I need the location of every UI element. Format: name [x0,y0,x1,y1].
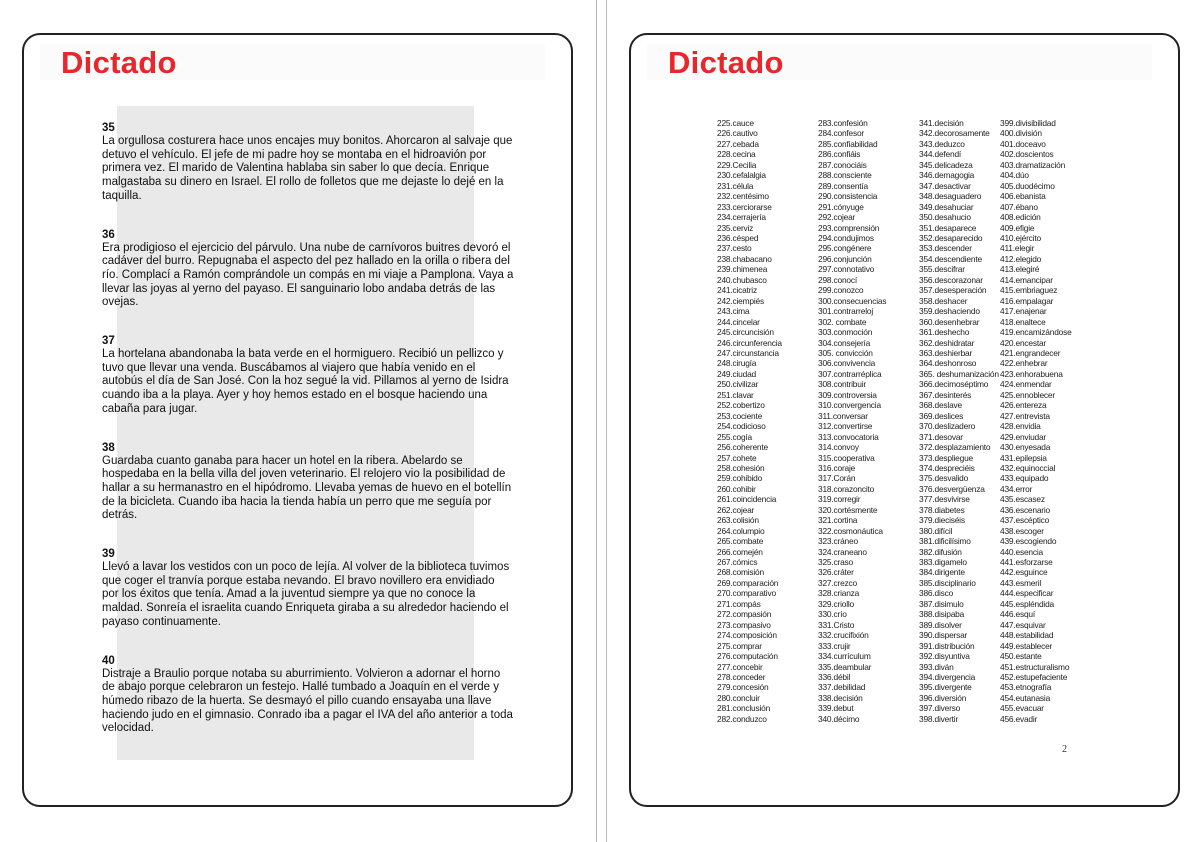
word-item: 385.disciplinario [919,577,976,588]
word-item: 377.desvivirse [919,494,970,505]
word-item: 306.convivencia [818,358,876,369]
word-item: 329.criollo [818,598,854,609]
word-item: 298.conocí [818,274,857,285]
dictation-text: Llevó a lavar los vestidos con un poco de lejía. Al volver de la biblioteca tuvimos que coger el tranvía porque estaba nevando. El bravo novillero era envidiado por los éxitos que tenía. Amad a la juventud siempre ya que no conoce la maldad. Sonreía el israelita cuando Enriqueta giraba a su alrededor haciendo el payaso continuamente. [102,561,510,628]
word-item: 430.enyesada [1000,442,1051,453]
word-item: 283.confesión [818,118,868,128]
word-item: 437.escéptico [1000,515,1050,526]
word-item: 446.esquí [1000,609,1035,620]
word-item: 307.contrarréplica [818,368,882,379]
word-item: 436.escenario [1000,504,1051,515]
word-item: 350.desahucio [919,212,971,223]
word-item: 370.deslizadero [919,421,976,432]
word-item: 353.descender [919,243,972,254]
word-item: 348.desaguadero [919,191,982,202]
word-item: 382.difusión [919,546,962,557]
word-item: 318.corazoncito [818,483,875,494]
word-item: 387.disimulo [919,598,964,609]
word-item: 427.entrevista [1000,410,1050,421]
dictation-text: La hortelana abandonaba la bata verde en el hormiguero. Recibió un pellizco y tuvo que llevar una venda. Buscábamos al viajero que había venido en el autobús el día de San José. Con la hoz segué la vid. Pillamos al yerno de Isidra cuando iba a la playa. Ayer y hoy hemos estado en el bosque haciendo una cabaña para jugar. [102,348,509,415]
word-item: 453.etnografía [1000,682,1052,693]
word-column [1000,118,1072,724]
word-item: 305. convicción [818,347,873,358]
word-item: 367.desinterés [919,389,972,400]
word-item: 397.diverso [919,703,961,714]
word-item: 252.cobertizo [717,400,765,411]
word-item: 242.ciempiés [717,295,764,306]
word-item: 355.descifrar [919,264,965,275]
word-item: 448.estabilidad [1000,630,1054,641]
page-title: Dictado [61,45,177,80]
word-item: 418.enaltece [1000,316,1046,327]
dictation-list [102,121,514,760]
word-item: 280.concluir [717,692,760,703]
word-item: 432.equinoccial [1000,462,1056,473]
word-item: 403.dramatización [1000,159,1066,170]
word-item: 295.congénere [818,243,872,254]
word-item: 304.consejería [818,337,871,348]
word-item: 404.dúo [1000,170,1029,181]
word-item: 386.disco [919,588,954,599]
word-item: 326.cráter [818,567,854,578]
word-item: 330.crío [818,609,847,620]
word-item: 454.eutanasia [1000,692,1051,703]
word-item: 254.codicioso [717,421,766,432]
word-item: 321.cortina [818,515,858,526]
word-item: 359.deshaciendo [919,306,980,317]
word-item: 230.cefalalgia [717,170,766,181]
word-item: 443.esmeril [1000,577,1042,588]
word-item: 416.empalagar [1000,295,1054,306]
word-item: 336.débil [818,672,851,683]
word-item: 401.doceavo [1000,138,1046,149]
word-item: 354.descendiente [919,253,982,264]
word-item: 300.consecuencias [818,295,887,306]
word-item: 406.ebanista [1000,191,1046,202]
word-item: 415.embriaguez [1000,285,1058,296]
word-item: 373.despliegue [919,452,974,463]
word-item: 314.convoy [818,442,859,453]
dictation-text: Distraje a Braulio porque notaba su aburrimiento. Volvieron a adornar el horno de abajo porque celebraron un festejo. Hallé tumbado a Joaquín en el verde y húmedo ribazo de la huerta. Se desmayó el pillo cuando ensayaba una llave haciendo judo en el gimnasio. Conrado iba a pagar el IVA del año anterior a toda velocidad. [102,667,513,735]
word-item: 313.convocatoria [818,431,879,442]
dictation-text: La orgullosa costurera hace unos encajes muy bonitos. Ahorcaron al salvaje que detuvo el vehículo. El jefe de mi padre hoy se montaba en el hidroavión por primera vez. El marido de Valentina hablaba sin saber lo que decía. Enrique malgastaba su dinero en Israel. El rollo de folletos que me dejaste lo dejé en la taquilla. [102,135,513,202]
dictation-text: Era prodigioso el ejercicio del párvulo. Una nube de carnívoros buitres devoró el cadáver del burro. Repugnaba el aspecto del pez hallado en la orilla o ribera del río. Complací a Ramón comprándole un compás en mi viaje a Pamplona. Vaya a llevar las joyas al yerno del payaso. El sanguinario lobo andaba detrás de las ovejas. [102,241,514,309]
page-title: Dictado [668,45,784,80]
dictation-number: 35 [102,122,115,134]
word-item: 340.décimo [818,713,860,724]
word-item: 396.diversión [919,692,967,703]
word-item: 391.distribución [919,640,975,651]
word-item: 325.craso [818,557,853,568]
word-item: 381.dificilísimo [919,536,971,547]
word-item: 229.Cecilia [717,159,757,170]
word-item: 296.conjunción [818,253,872,264]
word-item: 311.conversar [818,410,868,421]
dictation-number: 36 [102,228,115,241]
word-item: 445.espléndida [1000,598,1055,609]
word-item: 429.enviudar [1000,431,1047,442]
word-item: 438.escoger [1000,525,1044,536]
word-item: 320.cortésmente [818,504,878,515]
word-item: 372.desplazamiento [919,442,991,453]
word-item: 248.cirugía [717,358,757,369]
word-item: 237.cesto [717,243,752,254]
word-item: 428.envidia [1000,421,1041,432]
word-item: 444.especificar [1000,588,1054,599]
word-item: 286.confiáis [818,149,861,160]
word-item: 433.equipado [1000,473,1049,484]
word-item: 337.debilidad [818,682,866,693]
word-column [919,118,999,724]
word-item: 282.conduzco [717,713,767,724]
word-item: 393.diván [919,661,954,672]
word-item: 241.cicatriz [717,285,757,296]
word-item: 376.desvergüenza [919,483,985,494]
word-item: 334.currículum [818,651,871,662]
word-item: 225.cauce [717,118,754,128]
word-item: 338.decisión [818,692,863,703]
dictation-block [102,228,514,311]
word-item: 422.enhebrar [1000,358,1048,369]
word-item: 344.defendí [919,149,962,160]
word-item: 384.dirigente [919,567,965,578]
word-item: 357.desesperación [919,285,987,296]
word-item: 360.desenhebrar [919,316,980,327]
word-item: 388.disipaba [919,609,965,620]
word-item: 407.ébano [1000,201,1038,212]
word-item: 258.cohesión [717,462,765,473]
word-item: 358.deshacer [919,295,968,306]
word-item: 269.comparación [717,577,779,588]
word-item: 310.convergencia [818,400,881,411]
word-item: 259.cohibido [717,473,763,484]
word-item: 341.decisión [919,118,964,128]
word-item: 238.chabacano [717,253,772,264]
word-item: 449.establecer [1000,640,1053,651]
dictation-number: 40 [102,654,115,667]
dictation-block [102,654,514,737]
word-item: 450.estante [1000,651,1042,662]
word-item: 408.edición [1000,212,1041,223]
word-item: 426.entereza [1000,400,1047,411]
word-item: 271.compás [717,598,761,609]
word-item: 343.deduzco [919,138,965,149]
word-item: 456.evadir [1000,713,1038,724]
word-item: 275.comprar [717,640,762,651]
word-item: 431.epilepsia [1000,452,1047,463]
word-item: 324.craneano [818,546,867,557]
word-item: 363.deshierbar [919,347,973,358]
word-item: 455.evacuar [1000,703,1044,714]
word-item: 323.cráneo [818,536,858,547]
word-item: 235.cerviz [717,222,754,233]
word-item: 287.conociáis [818,159,867,170]
word-item: 278.conceder [717,672,766,683]
word-item: 410.ejército [1000,232,1041,243]
word-item: 316.coraje [818,462,856,473]
dictation-block [102,547,514,630]
word-item: 412.elegido [1000,253,1042,264]
word-item: 308.contribuir [818,379,866,390]
word-column [818,118,886,724]
word-item: 239.chimenea [717,264,768,275]
word-item: 277.concebir [717,661,763,672]
word-item: 328.crianza [818,588,860,599]
word-item: 421.engrandecer [1000,347,1061,358]
word-item: 409.efigie [1000,222,1035,233]
word-item: 442.esguince [1000,567,1048,578]
dictation-block [102,441,514,524]
word-item: 374.despreciéis [919,462,975,473]
word-item: 303.conmoción [818,327,873,338]
word-item: 291.cónyuge [818,201,864,212]
word-item: 439.escogiendo [1000,536,1057,547]
word-item: 332.crucifixión [818,630,869,641]
dictation-block [102,334,514,417]
word-item: 368.deslave [919,400,962,411]
word-item: 297.connotativo [818,264,875,275]
word-item: 365. deshumanización [919,368,999,379]
word-item: 346.demagogia [919,170,975,181]
word-item: 441.esforzarse [1000,557,1053,568]
word-item: 451.estructuralismo [1000,661,1070,672]
word-item: 267.cómics [717,557,758,568]
word-item: 285.confiabilidad [818,138,878,149]
word-item: 375.desvalido [919,473,969,484]
word-item: 423.enhorabuena [1000,368,1063,379]
word-item: 371.desovar [919,431,963,442]
word-item: 390.dispersar [919,630,968,641]
dictation-number: 39 [102,548,115,561]
right-page [606,0,1202,842]
word-item: 279.concesión [717,682,769,693]
word-item: 369.deslices [919,410,964,421]
word-item: 302. combate [818,316,867,327]
word-item: 276.computación [717,651,778,662]
word-item: 420.encestar [1000,337,1047,348]
word-item: 232.centésimo [717,191,769,202]
word-item: 261.coincidencia [717,494,777,505]
word-item: 394.divergencia [919,672,976,683]
word-item: 255.cogía [717,431,752,442]
word-item: 434.error [1000,483,1033,494]
word-item: 227.cebada [717,138,759,149]
word-item: 234.cerrajería [717,212,766,223]
dictation-number: 37 [102,335,115,348]
word-item: 270.comparativo [717,588,776,599]
word-item: 349.desahuciar [919,201,974,212]
word-item: 312.convertirse [818,421,873,432]
word-item: 322.cosmonáutica [818,525,883,536]
word-item: 383.digamelo [919,557,967,568]
word-item: 335.deambular [818,661,872,672]
word-item: 266.comején [717,546,763,557]
word-item: 342.decorosamente [919,128,990,139]
page-number: 2 [1062,744,1067,755]
word-item: 362.deshidratar [919,337,975,348]
word-item: 327.crezco [818,577,857,588]
word-item: 246.circunferencia [717,337,782,348]
word-item: 256.coherente [717,442,768,453]
word-item: 274.composición [717,630,777,641]
word-column [717,118,782,724]
page-gutter [597,0,606,842]
word-item: 392.disyuntiva [919,651,970,662]
word-item: 281.conclusión [717,703,771,714]
word-item: 260.cohibir [717,483,756,494]
word-item: 299.conozco [818,285,864,296]
word-item: 236.césped [717,232,759,243]
word-item: 264.columpio [717,525,765,536]
word-item: 435.escasez [1000,494,1045,505]
word-item: 251.clavar [717,389,754,400]
word-item: 289.consentía [818,180,869,191]
word-item: 288.consciente [818,170,872,181]
word-item: 309.controversia [818,389,877,400]
word-item: 424.enmendar [1000,379,1052,390]
word-item: 361.deshecho [919,327,970,338]
word-item: 292.cojear [818,212,856,223]
word-item: 262.cojear [717,504,755,515]
word-item: 398.divertir [919,713,959,724]
word-item: 240.chubasco [717,274,767,285]
word-item: 257.cohete [717,452,757,463]
word-item: 447.esquivar [1000,619,1046,630]
word-item: 400.división [1000,128,1042,139]
word-item: 284.confesor [818,128,865,139]
word-item: 272.compasión [717,609,772,620]
word-item: 405.duodécimo [1000,180,1055,191]
word-item: 413.elegiré [1000,264,1040,275]
word-item: 263.colisión [717,515,759,526]
word-item: 265.combate [717,536,764,547]
word-item: 268.comisión [717,567,764,578]
word-item: 378.diabetes [919,504,965,515]
word-item: 315.cooperativa [818,452,875,463]
word-item: 250.civilizar [717,379,759,390]
word-item: 411.elegir [1000,243,1035,254]
word-item: 245.circuncisión [717,327,774,338]
word-item: 317.Corán [818,473,856,484]
word-item: 333.crujir [818,640,851,651]
word-item: 339.debut [818,703,854,714]
word-item: 419.encamizándose [1000,327,1072,338]
word-item: 244.cincelar [717,316,760,327]
word-item: 243.cima [717,306,750,317]
word-item: 345.delicadeza [919,159,973,170]
word-item: 399.divisibilidad [1000,118,1056,128]
word-item: 395.divergente [919,682,972,693]
word-item: 452.estupefaciente [1000,672,1068,683]
word-item: 331.Cristo [818,619,855,630]
word-item: 366.decimoséptimo [919,379,989,390]
word-item: 425.ennoblecer [1000,389,1055,400]
word-item: 347.desactivar [919,180,971,191]
word-item: 249.ciudad [717,368,756,379]
word-item: 293.comprensión [818,222,880,233]
word-item: 226.cautivo [717,128,758,139]
word-item: 352.desaparecido [919,232,983,243]
word-item: 440.esencia [1000,546,1043,557]
dictation-number: 38 [102,441,115,454]
word-item: 356.descorazonar [919,274,983,285]
left-page [0,0,597,842]
word-item: 380.difícil [919,525,953,536]
word-item: 228.cecina [717,149,756,160]
word-item: 417.enajenar [1000,306,1047,317]
dictation-block [102,121,514,204]
word-item: 351.desaparece [919,222,977,233]
word-item: 319.corregir [818,494,861,505]
word-item: 290.consistencia [818,191,878,202]
word-item: 389.disolver [919,619,962,630]
word-item: 294.condujimos [818,232,874,243]
word-item: 301.contrarreloj [818,306,873,317]
dictation-text: Guardaba cuanto ganaba para hacer un hotel en la ribera. Abelardo se hospedaba en la bella villa del joven veterinario. El relojero vio la posibilidad de hallar a su hermanastro en el hipódromo. Llevaba yemas de huevo en el botellín de la bicicleta. Cuando iba hacia la tienda había un perro que me seguía por detrás. [102,454,512,522]
word-item: 364.deshonroso [919,358,977,369]
word-item: 402.doscientos [1000,149,1054,160]
word-item: 379.dieciséis [919,515,965,526]
word-item: 233.cerciorarse [717,201,772,212]
page-border-frame [629,33,1180,807]
word-item: 414.emancipar [1000,274,1053,285]
word-item: 273.compasivo [717,619,771,630]
word-item: 231.célula [717,180,754,191]
word-item: 247.circunstancia [717,347,779,358]
word-item: 253.cociente [717,410,763,421]
